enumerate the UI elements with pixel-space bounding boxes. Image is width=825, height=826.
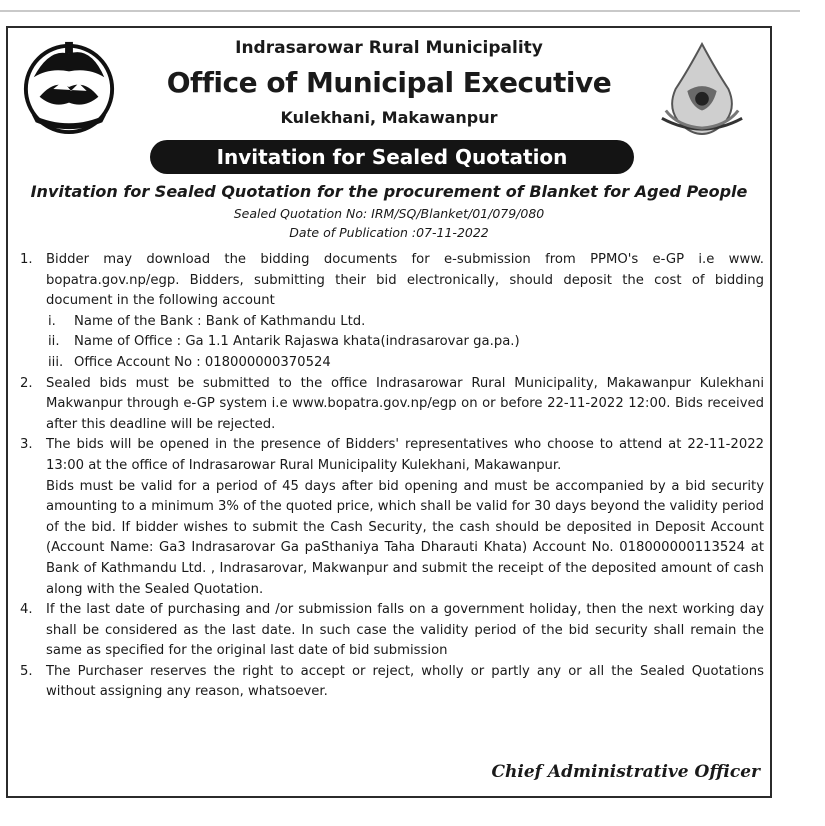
bank-detail-text: Office Account No : 018000000370524 — [74, 354, 331, 370]
municipality-name: Indrasarowar Rural Municipality — [235, 38, 543, 58]
bank-detail-item — [20, 312, 764, 333]
notice-body — [20, 250, 764, 703]
invitation-banner: Invitation for Sealed Quotation — [150, 140, 634, 174]
list-item — [20, 374, 764, 436]
list-item — [20, 600, 764, 662]
item-number: 1. — [20, 252, 33, 267]
bank-detail-text: Name of Office : Ga 1.1 Antarik Rajaswa khata(indrasarovar ga.pa.) — [74, 334, 520, 350]
list-item — [20, 662, 764, 703]
roman-numeral: iii. — [48, 354, 64, 370]
bank-detail-item — [20, 332, 764, 353]
item-text: If the last date of purchasing and /or submission falls on a government holiday, then the next working day shall be considered as the last date. In such case the validity period of the bid security shall remain the same as specified for the original last date of bid submission — [46, 602, 764, 659]
bank-detail-text: Name of the Bank : Bank of Kathmandu Ltd. — [74, 313, 366, 329]
publication-date: Date of Publication :07-11-2022 — [289, 225, 489, 240]
list-item — [20, 435, 764, 476]
notice-subtitle: Invitation for Sealed Quotation for the procurement of Blanket for Aged People — [30, 182, 748, 201]
notice-frame — [6, 26, 772, 798]
item-text: Sealed bids must be submitted to the office Indrasarowar Rural Municipality, Makawanpur Kulekhani Makwanpur through e-GP system i.e www.bopatra.gov.np/egp on or before 22-11-2022 12:00. Bids received after this deadline will be rejected. — [46, 375, 764, 432]
office-title: Office of Municipal Executive — [166, 66, 612, 99]
roman-numeral: ii. — [48, 334, 60, 350]
item-number: 3. — [20, 437, 33, 453]
item-number: 5. — [20, 663, 33, 679]
item-text: The Purchaser reserves the right to accept or reject, wholly or partly any or all the Sealed Quotations without assigning any reason, whatsoever. — [46, 663, 764, 700]
office-location: Kulekhani, Makawanpur — [280, 108, 498, 127]
top-divider — [0, 10, 800, 12]
item-number: 2. — [20, 375, 33, 391]
quotation-number: Sealed Quotation No: IRM/SQ/Blanket/01/079/080 — [233, 206, 545, 221]
item-number: 4. — [20, 602, 33, 618]
item-text: The bids will be opened in the presence of Bidders' representatives who choose to attend at 22-11-2022 13:00 at the office of Indrasarowar Rural Municipality Kulekhani, Makawanpur. — [46, 437, 764, 473]
list-item — [20, 250, 764, 312]
bank-detail-item — [20, 353, 764, 374]
signature-title: Chief Administrative Officer — [491, 762, 760, 782]
roman-numeral: i. — [48, 313, 56, 329]
item-text: Bidder may download the bidding documents for e-submission from PPMO's e-GP i.e www. bopatra.gov.np/egp. Bidders, submitting their bid electronically, should deposit the cost of bidding document in the following account — [46, 252, 764, 309]
validity-paragraph: Bids must be valid for a period of 45 days after bid opening and must be accompanied by a bid security amounting to a minimum 3% of the quoted price, which shall be valid for 30 days beyond the validity period of the bid. If bidder wishes to submit the Cash Security, the cash should be deposited in Deposit Account (Account Name: Ga3 Indrasarovar Ga paSthaniya Taha Dharauti Khata) Account No. 018000000113524 at Bank of Kathmandu Ltd. , Indrasarovar, Makwanpur and submit the receipt of the deposited amount of cash along with the Sealed Quotation. — [46, 478, 764, 597]
